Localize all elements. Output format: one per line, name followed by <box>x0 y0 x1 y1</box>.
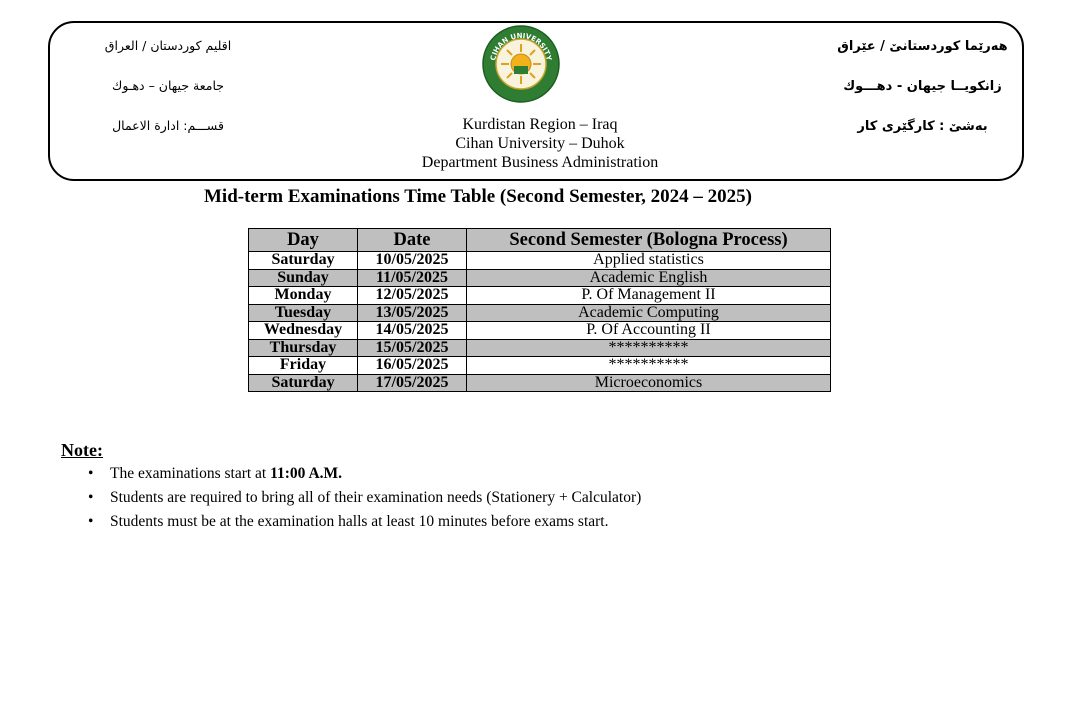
table-row <box>249 304 831 322</box>
kurdish-line-university: زانكويــا جيهان - دهـــوك <box>843 79 1002 94</box>
list-item <box>88 462 641 486</box>
day-cell: Wednesday <box>249 322 358 340</box>
table-row <box>249 322 831 340</box>
date-cell: 10/05/2025 <box>358 252 467 270</box>
english-header <box>380 115 700 172</box>
table-row <box>249 339 831 357</box>
english-line-university: Cihan University – Duhok <box>455 135 625 152</box>
exam-timetable <box>248 228 831 392</box>
table-row <box>249 252 831 270</box>
day-cell: Saturday <box>249 252 358 270</box>
page-title: Mid-term Examinations Time Table (Second Semester, 2024 – 2025) <box>204 186 753 207</box>
table-row <box>249 269 831 287</box>
kurdish-line-department: بەشێ : کارگێری کار <box>857 119 988 134</box>
note-start-time: 11:00 A.M. <box>270 465 343 482</box>
table-row <box>249 374 831 392</box>
note-start-text: The examinations start at <box>110 465 271 482</box>
university-logo <box>481 24 561 104</box>
arabic-line-university: جامعة جيهان – دهـوك <box>112 78 224 93</box>
column-header-date: Date <box>358 229 467 252</box>
subject-cell: ********** <box>467 339 831 357</box>
date-cell: 17/05/2025 <box>358 374 467 392</box>
list-item: • Students are required to bring all of their examination needs (Stationery + Calculator) <box>88 486 641 510</box>
day-cell: Sunday <box>249 269 358 287</box>
day-cell: Thursday <box>249 339 358 357</box>
subject-cell: Applied statistics <box>467 252 831 270</box>
date-cell: 16/05/2025 <box>358 357 467 375</box>
arabic-line-region: اقليم كوردستان / العراق <box>104 38 232 53</box>
note-heading: Note: <box>61 440 103 460</box>
day-cell: Tuesday <box>249 304 358 322</box>
day-cell: Monday <box>249 287 358 305</box>
kurdish-line-region: هەرێما کوردستانێ / عێراق <box>837 39 1008 54</box>
date-cell: 13/05/2025 <box>358 304 467 322</box>
column-header-day: Day <box>249 229 358 252</box>
subject-cell: Microeconomics <box>467 374 831 392</box>
subject-cell: P. Of Accounting II <box>467 322 831 340</box>
english-line-region: Kurdistan Region – Iraq <box>462 116 618 133</box>
date-cell: 15/05/2025 <box>358 339 467 357</box>
arabic-header <box>78 40 258 160</box>
date-cell: 14/05/2025 <box>358 322 467 340</box>
subject-cell: ********** <box>467 357 831 375</box>
table-row <box>249 357 831 375</box>
day-cell: Saturday <box>249 374 358 392</box>
subject-cell: Academic English <box>467 269 831 287</box>
arabic-line-department: قســـم: ادارة الاعمال <box>112 118 224 133</box>
date-cell: 12/05/2025 <box>358 287 467 305</box>
table-row <box>249 287 831 305</box>
english-line-department: Department Business Administration <box>421 154 659 171</box>
kurdish-header <box>815 40 1030 160</box>
table-header-row <box>249 229 831 252</box>
list-item: • Students must be at the examination halls at least 10 minutes before exams start. <box>88 510 641 534</box>
subject-cell: P. Of Management II <box>467 287 831 305</box>
note-list <box>88 462 641 534</box>
column-header-subject: Second Semester (Bologna Process) <box>467 229 831 252</box>
date-cell: 11/05/2025 <box>358 269 467 287</box>
logo-text: CIHAN UNIVERSITY <box>489 31 553 62</box>
subject-cell: Academic Computing <box>467 304 831 322</box>
day-cell: Friday <box>249 357 358 375</box>
